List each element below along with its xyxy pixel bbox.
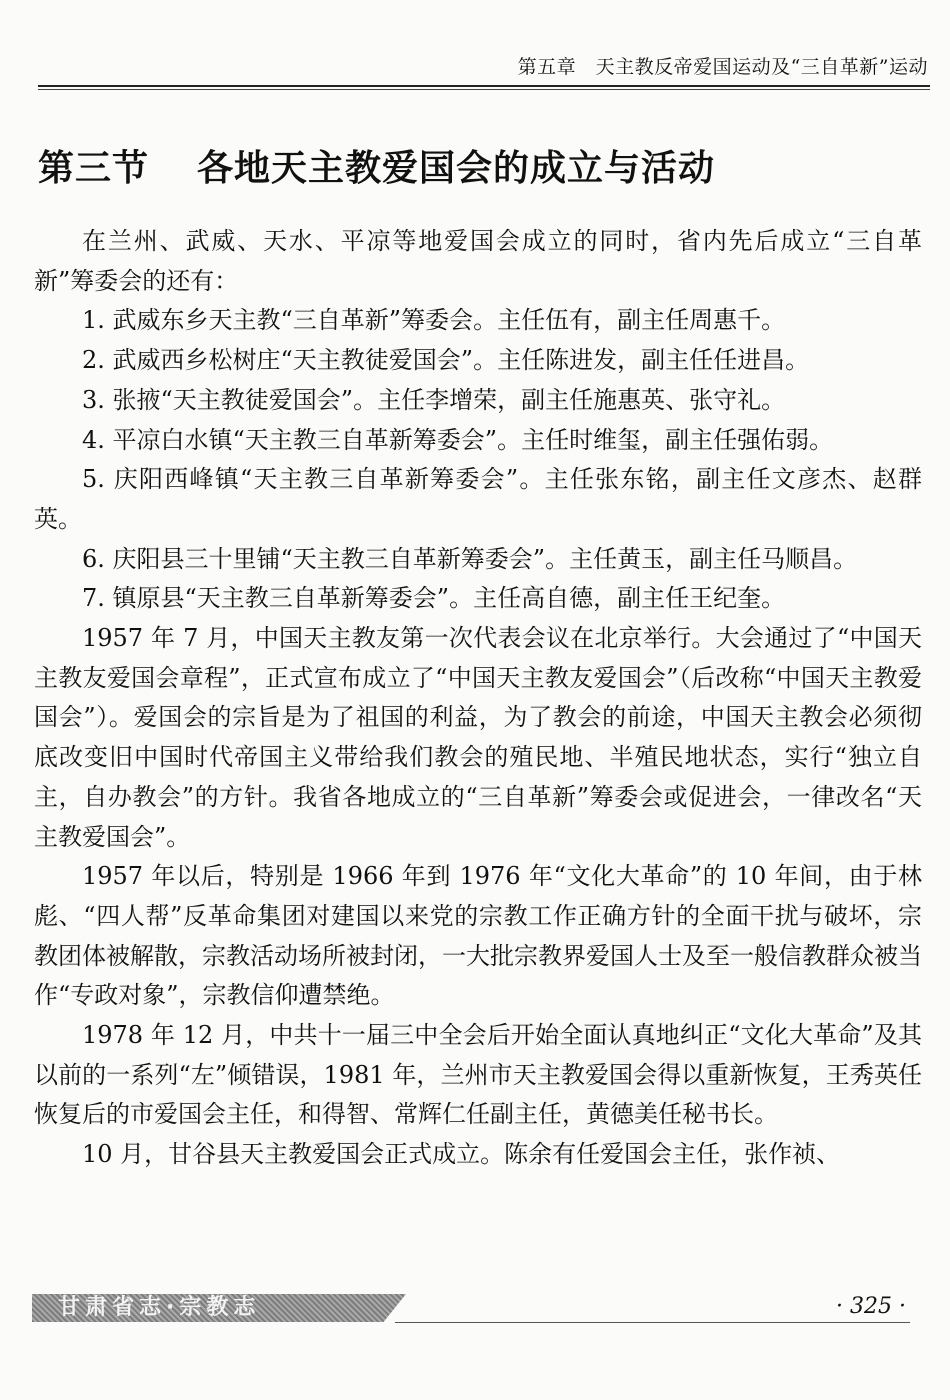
section-title: 各地天主教爱国会的成立与活动 xyxy=(197,148,716,189)
section-heading xyxy=(38,140,918,191)
paragraph: 在兰州、武威、天水、平凉等地爱国会成立的同时，省内先后成立“三自革新”筹委会的还有： xyxy=(34,227,922,295)
paragraph: 1978 年 12 月，中共十一届三中全会后开始全面认真地纠正“文化大革命”及其以前的一系列“左”倾错误，1981 年，兰州市天主教爱国会得以重新恢复，王秀英任恢复后的市爱国会主任，和得智、常辉仁任副主任，黄德美任秘书长。 xyxy=(34,1021,922,1129)
header-rule-thin xyxy=(38,89,930,90)
list-item: 3. 张掖“天主教徒爱国会”。主任李增荣，副主任施惠英、张守礼。 xyxy=(82,385,786,414)
paragraph: 1957 年以后，特别是 1966 年到 1976 年“文化大革命”的 10 年间，由于林彪、“四人帮”反革命集团对建国以来党的宗教工作正确方针的全面干扰与破坏，宗教团体被解散，宗教活动场所被封闭，一大批宗教界爱国人士及至一般信教群众被当作“专政对象”，宗教信仰遭禁绝。 xyxy=(34,862,922,1010)
list-item: 6. 庆阳县三十里铺“天主教三自革新筹委会”。主任黄玉，副主任马顺昌。 xyxy=(82,544,858,573)
list-item: 7. 镇原县“天主教三自革新筹委会”。主任高自德，副主任王纪奎。 xyxy=(82,584,786,613)
paragraph: 1957 年 7 月，中国天主教友第一次代表会议在北京举行。大会通过了“中国天主教友爱国会章程”，正式宣布成立了“中国天主教友爱国会”（后改称“中国天主教爱国会”）。爱国会的宗旨是为了祖国的利益，为了教会的前途，中国天主教会必须彻底改变旧中国时代帝国主义带给我们教会的殖民地、半殖民地状态，实行“独立自主，自办教会”的方针。我省各地成立的“三自革新”筹委会或促进会，一律改名“天主教爱国会”。 xyxy=(34,624,922,851)
header-rule xyxy=(38,85,930,87)
footer-book-title: 甘肃省志·宗教志 xyxy=(58,1295,261,1320)
list-item: 4. 平凉白水镇“天主教三自革新筹委会”。主任时维玺，副主任强佑弱。 xyxy=(82,425,834,454)
body-text xyxy=(34,222,922,1175)
footer-rule xyxy=(395,1322,910,1323)
list-item: 2. 武威西乡松树庄“天主教徒爱国会”。主任陈进发，副主任任进昌。 xyxy=(82,346,810,375)
list-item: 1. 武威东乡天主教“三自革新”筹委会。主任伍有，副主任周惠千。 xyxy=(82,306,786,335)
list-item: 5. 庆阳西峰镇“天主教三自革新筹委会”。主任张东铭，副主任文彦杰、赵群英。 xyxy=(34,465,922,533)
paragraph: 10 月，甘谷县天主教爱国会正式成立。陈余有任爱国会主任，张作祯、 xyxy=(82,1140,841,1169)
section-number: 第三节 xyxy=(38,148,150,189)
page-number: · 325 · xyxy=(836,1294,906,1319)
running-header: 第五章 天主教反帝爱国运动及“三自革新”运动 xyxy=(517,56,928,78)
